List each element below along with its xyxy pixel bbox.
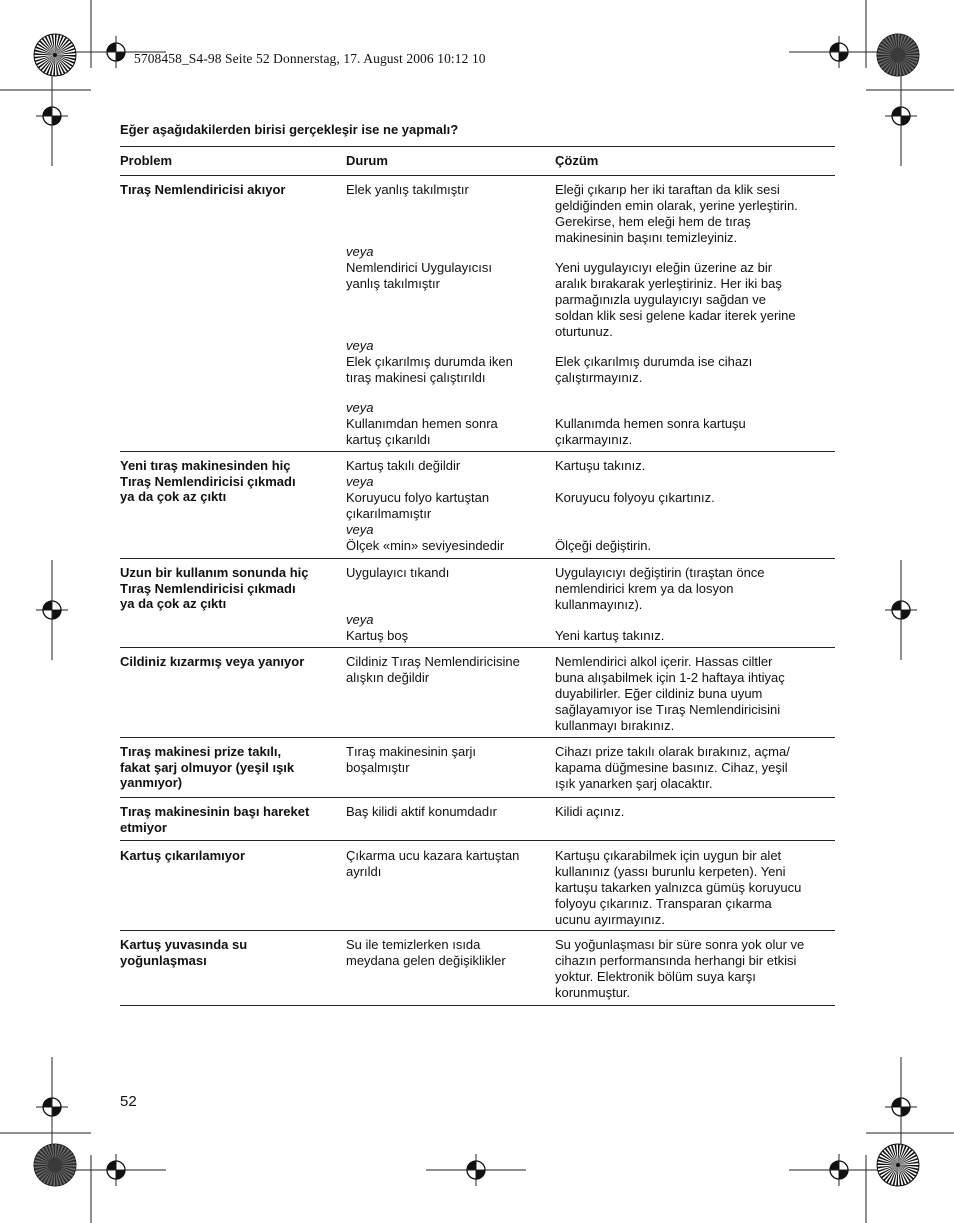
starburst-center: [891, 48, 906, 63]
table-row: [120, 937, 835, 1006]
solution-text: ışık yanarken şarj olacaktır.: [555, 776, 713, 791]
solution-text: duyabilirler. Eğer cildiniz buna uyum: [555, 686, 763, 701]
solution-text: geldiğinden emin olarak, yerine yerleştirin.: [555, 198, 798, 213]
condition-text: Su ile temizlerken ısıda: [346, 937, 481, 952]
problem-text: yoğunlaşması: [120, 952, 207, 968]
solution-text: cihazın performansında herhangi bir etkisi: [555, 953, 797, 968]
condition-text: Kullanımdan hemen sonra: [346, 416, 498, 431]
solution-text: Kartuşu takınız.: [555, 458, 646, 473]
condition-text: ayrıldı: [346, 864, 382, 879]
or-separator: veya: [346, 338, 374, 353]
solution-text: kullanmayı bırakınız.: [555, 718, 675, 733]
solution-text: makinesinin başını temizleyiniz.: [555, 230, 738, 245]
or-separator: veya: [346, 474, 374, 489]
page-heading: Eğer aşağıdakilerden birisi gerçekleşir ise ne yapmalı?: [120, 122, 459, 137]
solution-text: korunmuştur.: [555, 985, 631, 1000]
table-header-row: [120, 146, 835, 176]
solution-text: Yeni uygulayıcıyı eleğin üzerine az bir: [555, 260, 773, 275]
solution-text: Cihazı prize takılı olarak bırakınız, açma/: [555, 744, 790, 759]
solution-text: Kilidi açınız.: [555, 804, 625, 819]
problem-text: ya da çok az çıktı: [120, 489, 227, 505]
or-separator: veya: [346, 612, 374, 627]
solution-text: ucunu ayırmayınız.: [555, 912, 665, 927]
solution-text: Kartuşu çıkarabilmek için uygun bir alet: [555, 848, 782, 863]
condition-text: boşalmıştır: [346, 760, 410, 775]
table-row: [120, 804, 835, 841]
column-header-durum: Durum: [346, 153, 388, 168]
solution-text: kapama düğmesine basınız. Cihaz, yeşil: [555, 760, 788, 775]
problem-text: Tıraş makinesinin başı hareket: [120, 804, 310, 819]
solution-text: buna alışabilmek için 1-2 haftaya ihtiyaç: [555, 670, 785, 685]
condition-text: Elek çıkarılmış durumda iken: [346, 354, 513, 369]
solution-text: çıkarmayınız.: [555, 432, 633, 447]
solution-text: Uygulayıcıyı değiştirin (tıraştan önce: [555, 565, 765, 580]
starburst-center: [896, 1163, 900, 1167]
print-slug-line: 5708458_S4-98 Seite 52 Donnerstag, 17. August 2006 10:12 10: [134, 51, 486, 66]
condition-text: Baş kilidi aktif konumdadır: [346, 804, 498, 819]
solution-text: oturtunuz.: [555, 324, 613, 339]
solution-text: yoktur. Elektronik bölüm suya karşı: [555, 969, 756, 984]
problem-text: ya da çok az çıktı: [120, 596, 227, 612]
solution-text: parmağınızla uygulayıcıyı sağdan ve: [555, 292, 767, 307]
solution-text: Nemlendirici alkol içerir. Hassas ciltler: [555, 654, 773, 669]
solution-text: Ölçeği değiştirin.: [555, 538, 652, 553]
starburst-center: [48, 1158, 63, 1173]
problem-text: etmiyor: [120, 819, 167, 835]
condition-text: Nemlendirici Uygulayıcısı: [346, 260, 492, 275]
problem-text: Uzun bir kullanım sonunda hiç: [120, 565, 309, 580]
problem-text: Kartuş yuvasında su: [120, 937, 248, 952]
problem-text: Kartuş çıkarılamıyor: [120, 848, 246, 863]
condition-text: Çıkarma ucu kazara kartuştan: [346, 848, 520, 863]
solution-text: çalıştırmayınız.: [555, 370, 643, 385]
table-row: [120, 182, 835, 452]
condition-text: Tıraş makinesinin şarjı: [346, 744, 477, 759]
solution-text: folyoyu çıkarınız. Transparan çıkarma: [555, 896, 772, 911]
column-header-problem: Problem: [120, 153, 173, 168]
solution-text: Kullanımda hemen sonra kartuşu: [555, 416, 746, 431]
or-separator: veya: [346, 400, 374, 415]
table-row: [120, 848, 835, 931]
page-number: 52: [120, 1093, 137, 1110]
solution-text: kullanmayınız).: [555, 597, 643, 612]
table-row: [120, 565, 835, 648]
condition-text: Uygulayıcı tıkandı: [346, 565, 450, 580]
table-row: [120, 458, 835, 559]
problem-text: Cildiniz kızarmış veya yanıyor: [120, 654, 305, 669]
condition-text: Koruyucu folyo kartuştan: [346, 490, 490, 505]
solution-text: soldan klik sesi gelene kadar iterek yerine: [555, 308, 796, 323]
table-row: [120, 654, 835, 738]
solution-text: Eleği çıkarıp her iki taraftan da klik sesi: [555, 182, 780, 197]
solution-text: kartuşu takarken yalnızca gümüş koruyucu: [555, 880, 802, 895]
condition-text: Ölçek «min» seviyesindedir: [346, 538, 505, 553]
problem-text: Tıraş makinesi prize takılı,: [120, 744, 282, 759]
problem-text: yanmıyor): [120, 775, 183, 791]
condition-text: Elek yanlış takılmıştır: [346, 182, 469, 197]
condition-text: alışkın değildir: [346, 670, 430, 685]
condition-text: Cildiniz Tıraş Nemlendiricisine: [346, 654, 520, 669]
problem-text: Tıraş Nemlendiricisi çıkmadı: [120, 580, 296, 596]
solution-text: Elek çıkarılmış durumda ise cihazı: [555, 354, 753, 369]
solution-text: Gerekirse, hem eleği hem de tıraş: [555, 214, 751, 229]
condition-text: Kartuş boş: [346, 628, 409, 643]
condition-text: yanlış takılmıştır: [346, 276, 440, 291]
column-header-cozum: Çözüm: [555, 153, 599, 168]
problem-text: Tıraş Nemlendiricisi çıkmadı: [120, 473, 296, 489]
condition-text: çıkarılmamıştır: [346, 506, 432, 521]
or-separator: veya: [346, 244, 374, 259]
condition-text: Kartuş takılı değildir: [346, 458, 461, 473]
solution-text: nemlendirici krem ya da losyon: [555, 581, 734, 596]
condition-text: meydana gelen değişiklikler: [346, 953, 506, 968]
problem-text: Tıraş Nemlendiricisi akıyor: [120, 182, 286, 197]
problem-text: Yeni tıraş makinesinden hiç: [120, 458, 291, 473]
solution-text: Yeni kartuş takınız.: [555, 628, 665, 643]
solution-text: kullanınız (yassı burunlu kerpeten). Yeni: [555, 864, 786, 879]
table-row: [120, 744, 835, 798]
or-separator: veya: [346, 522, 374, 537]
condition-text: tıraş makinesi çalıştırıldı: [346, 370, 486, 385]
solution-text: aralık bırakarak yerleştiriniz. Her iki baş: [555, 276, 782, 291]
problem-text: fakat şarj olmuyor (yeşil ışık: [120, 759, 295, 775]
solution-text: Koruyucu folyoyu çıkartınız.: [555, 490, 715, 505]
solution-text: sağlayamıyor ise Tıraş Nemlendiricisini: [555, 702, 781, 717]
condition-text: kartuş çıkarıldı: [346, 432, 431, 447]
solution-text: Su yoğunlaşması bir süre sonra yok olur ve: [555, 937, 805, 952]
starburst-center: [53, 53, 57, 57]
